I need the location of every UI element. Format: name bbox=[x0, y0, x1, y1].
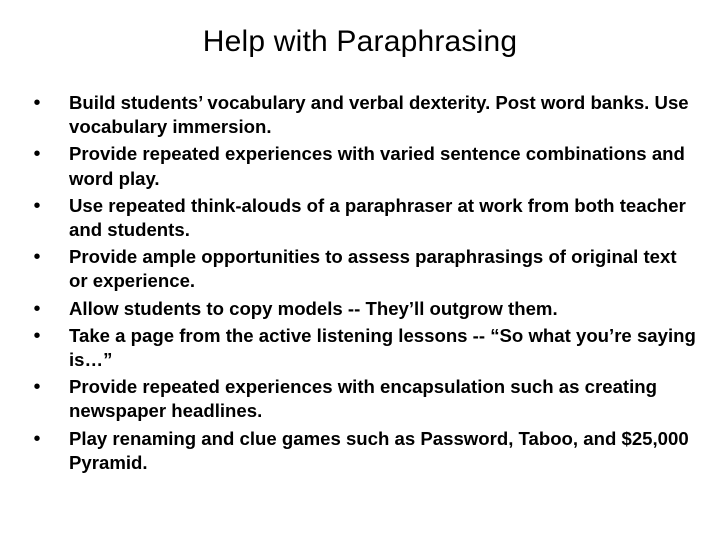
bullet-text: Provide ample opportunities to assess paraphrasings of original text or experience. bbox=[69, 246, 677, 292]
bullet-item bbox=[30, 91, 700, 139]
bullet-dot-icon: • bbox=[33, 324, 41, 347]
bullet-text: Play renaming and clue games such as Password, Taboo, and $25,000 Pyramid. bbox=[69, 427, 689, 473]
bullet-item bbox=[30, 375, 700, 423]
bullet-item bbox=[30, 245, 700, 293]
bullet-item bbox=[30, 324, 700, 372]
bullet-item bbox=[30, 297, 700, 321]
bullet-dot-icon: • bbox=[33, 297, 41, 320]
bullet-text: Build students’ vocabulary and verbal dexterity. Post word banks. Use vocabulary immersion. bbox=[69, 92, 689, 138]
slide-title: Help with Paraphrasing bbox=[202, 25, 518, 58]
bullet-text: Provide repeated experiences with varied sentence combinations and word play. bbox=[69, 143, 685, 189]
bullet-dot-icon: • bbox=[33, 376, 41, 399]
bullet-text: Take a page from the active listening lessons -- “So what you’re saying is…” bbox=[69, 324, 696, 371]
bullet-text: Provide repeated experiences with encapsulation such as creating newspaper headlines. bbox=[69, 376, 657, 422]
bullet-dot-icon: • bbox=[33, 143, 41, 166]
bullet-dot-icon: • bbox=[33, 194, 41, 217]
bullet-dot-icon: • bbox=[33, 246, 41, 269]
bullet-text: Use repeated think-alouds of a paraphraser at work from both teacher and students. bbox=[69, 194, 686, 241]
bullet-item bbox=[30, 142, 700, 190]
bullet-text: Allow students to copy models -- They’ll outgrow them. bbox=[69, 297, 558, 319]
bullet-list bbox=[30, 91, 700, 478]
bullet-item bbox=[30, 427, 700, 475]
bullet-dot-icon: • bbox=[33, 427, 41, 450]
bullet-dot-icon: • bbox=[33, 92, 41, 114]
bullet-item bbox=[30, 194, 700, 242]
